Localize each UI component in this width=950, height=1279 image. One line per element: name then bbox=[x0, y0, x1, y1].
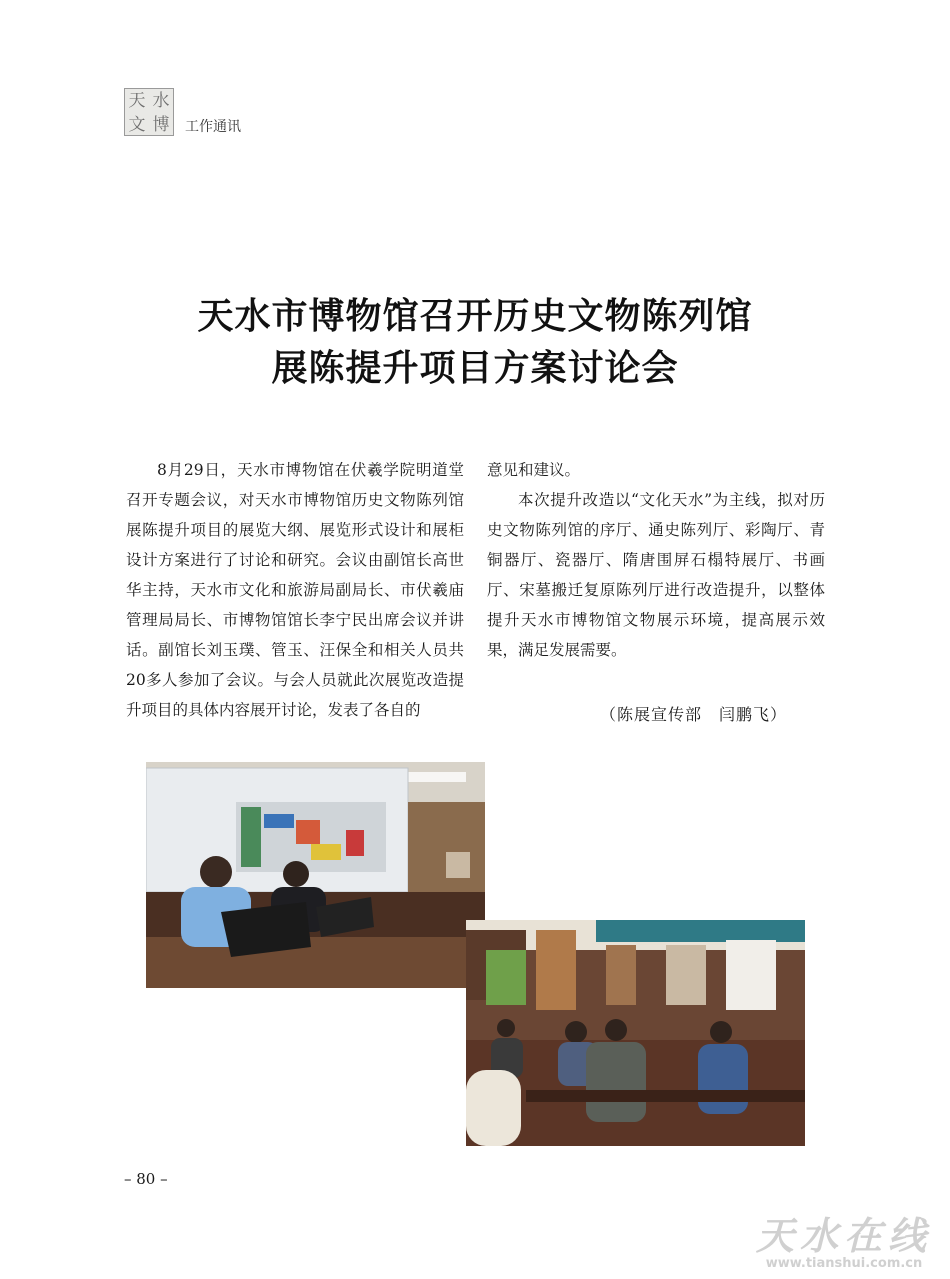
body-column-left bbox=[126, 455, 464, 725]
paragraph-2: 本次提升改造以“文化天水”为主线，拟对历史文物陈列馆的序厅、通史陈列厅、彩陶厅、青铜器厅、瓷器厅、隋唐围屏石榻特展厅、书画厅、宋墓搬迁复原陈列厅进行改造提升，以整体提升天水市博物馆文物展示环境，提高展示效果，满足发展需要。 bbox=[487, 491, 825, 659]
body-column-right bbox=[487, 455, 825, 665]
logo-char: 水 bbox=[152, 91, 170, 111]
logo-char: 文 bbox=[128, 115, 146, 135]
article-title-line-2: 展陈提升项目方案讨论会 bbox=[271, 347, 679, 389]
logo-char: 天 bbox=[128, 91, 146, 111]
article-title-line-1: 天水市博物馆召开历史文物陈列馆 bbox=[197, 295, 753, 337]
section-label: 工作通讯 bbox=[185, 119, 241, 135]
site-watermark bbox=[756, 1205, 932, 1271]
paragraph-1: 8月29日，天水市博物馆在伏羲学院明道堂召开专题会议，对天水市博物馆历史文物陈列馆展陈提升项目的展览大纲、展览形式设计和展柜设计方案进行了讨论和研究。会议由副馆长高世华主持，天水市文化和旅游局副局长、市伏羲庙管理局局长、市博物馆馆长李宁民出席会议并讲话。副馆长刘玉璞、管玉、汪保全和相关人员共20多人参加了会议。与会人员就此次展览改造提升项目的具体内容展开讨论，发表了各自的 bbox=[126, 461, 464, 719]
meeting-photo-audience bbox=[466, 920, 805, 1146]
logo-char: 博 bbox=[152, 115, 170, 135]
watermark-brand: 天水在线 bbox=[755, 1214, 932, 1258]
byline: （陈展宣传部 闫鹏飞） bbox=[600, 705, 788, 724]
watermark-url: www.tianshui.com.cn bbox=[765, 1256, 923, 1271]
page-number: – 80 – bbox=[124, 1170, 168, 1188]
meeting-photo-screen bbox=[146, 762, 485, 988]
paragraph-1-end: 意见和建议。 bbox=[487, 461, 581, 479]
magazine-logo bbox=[124, 88, 174, 136]
